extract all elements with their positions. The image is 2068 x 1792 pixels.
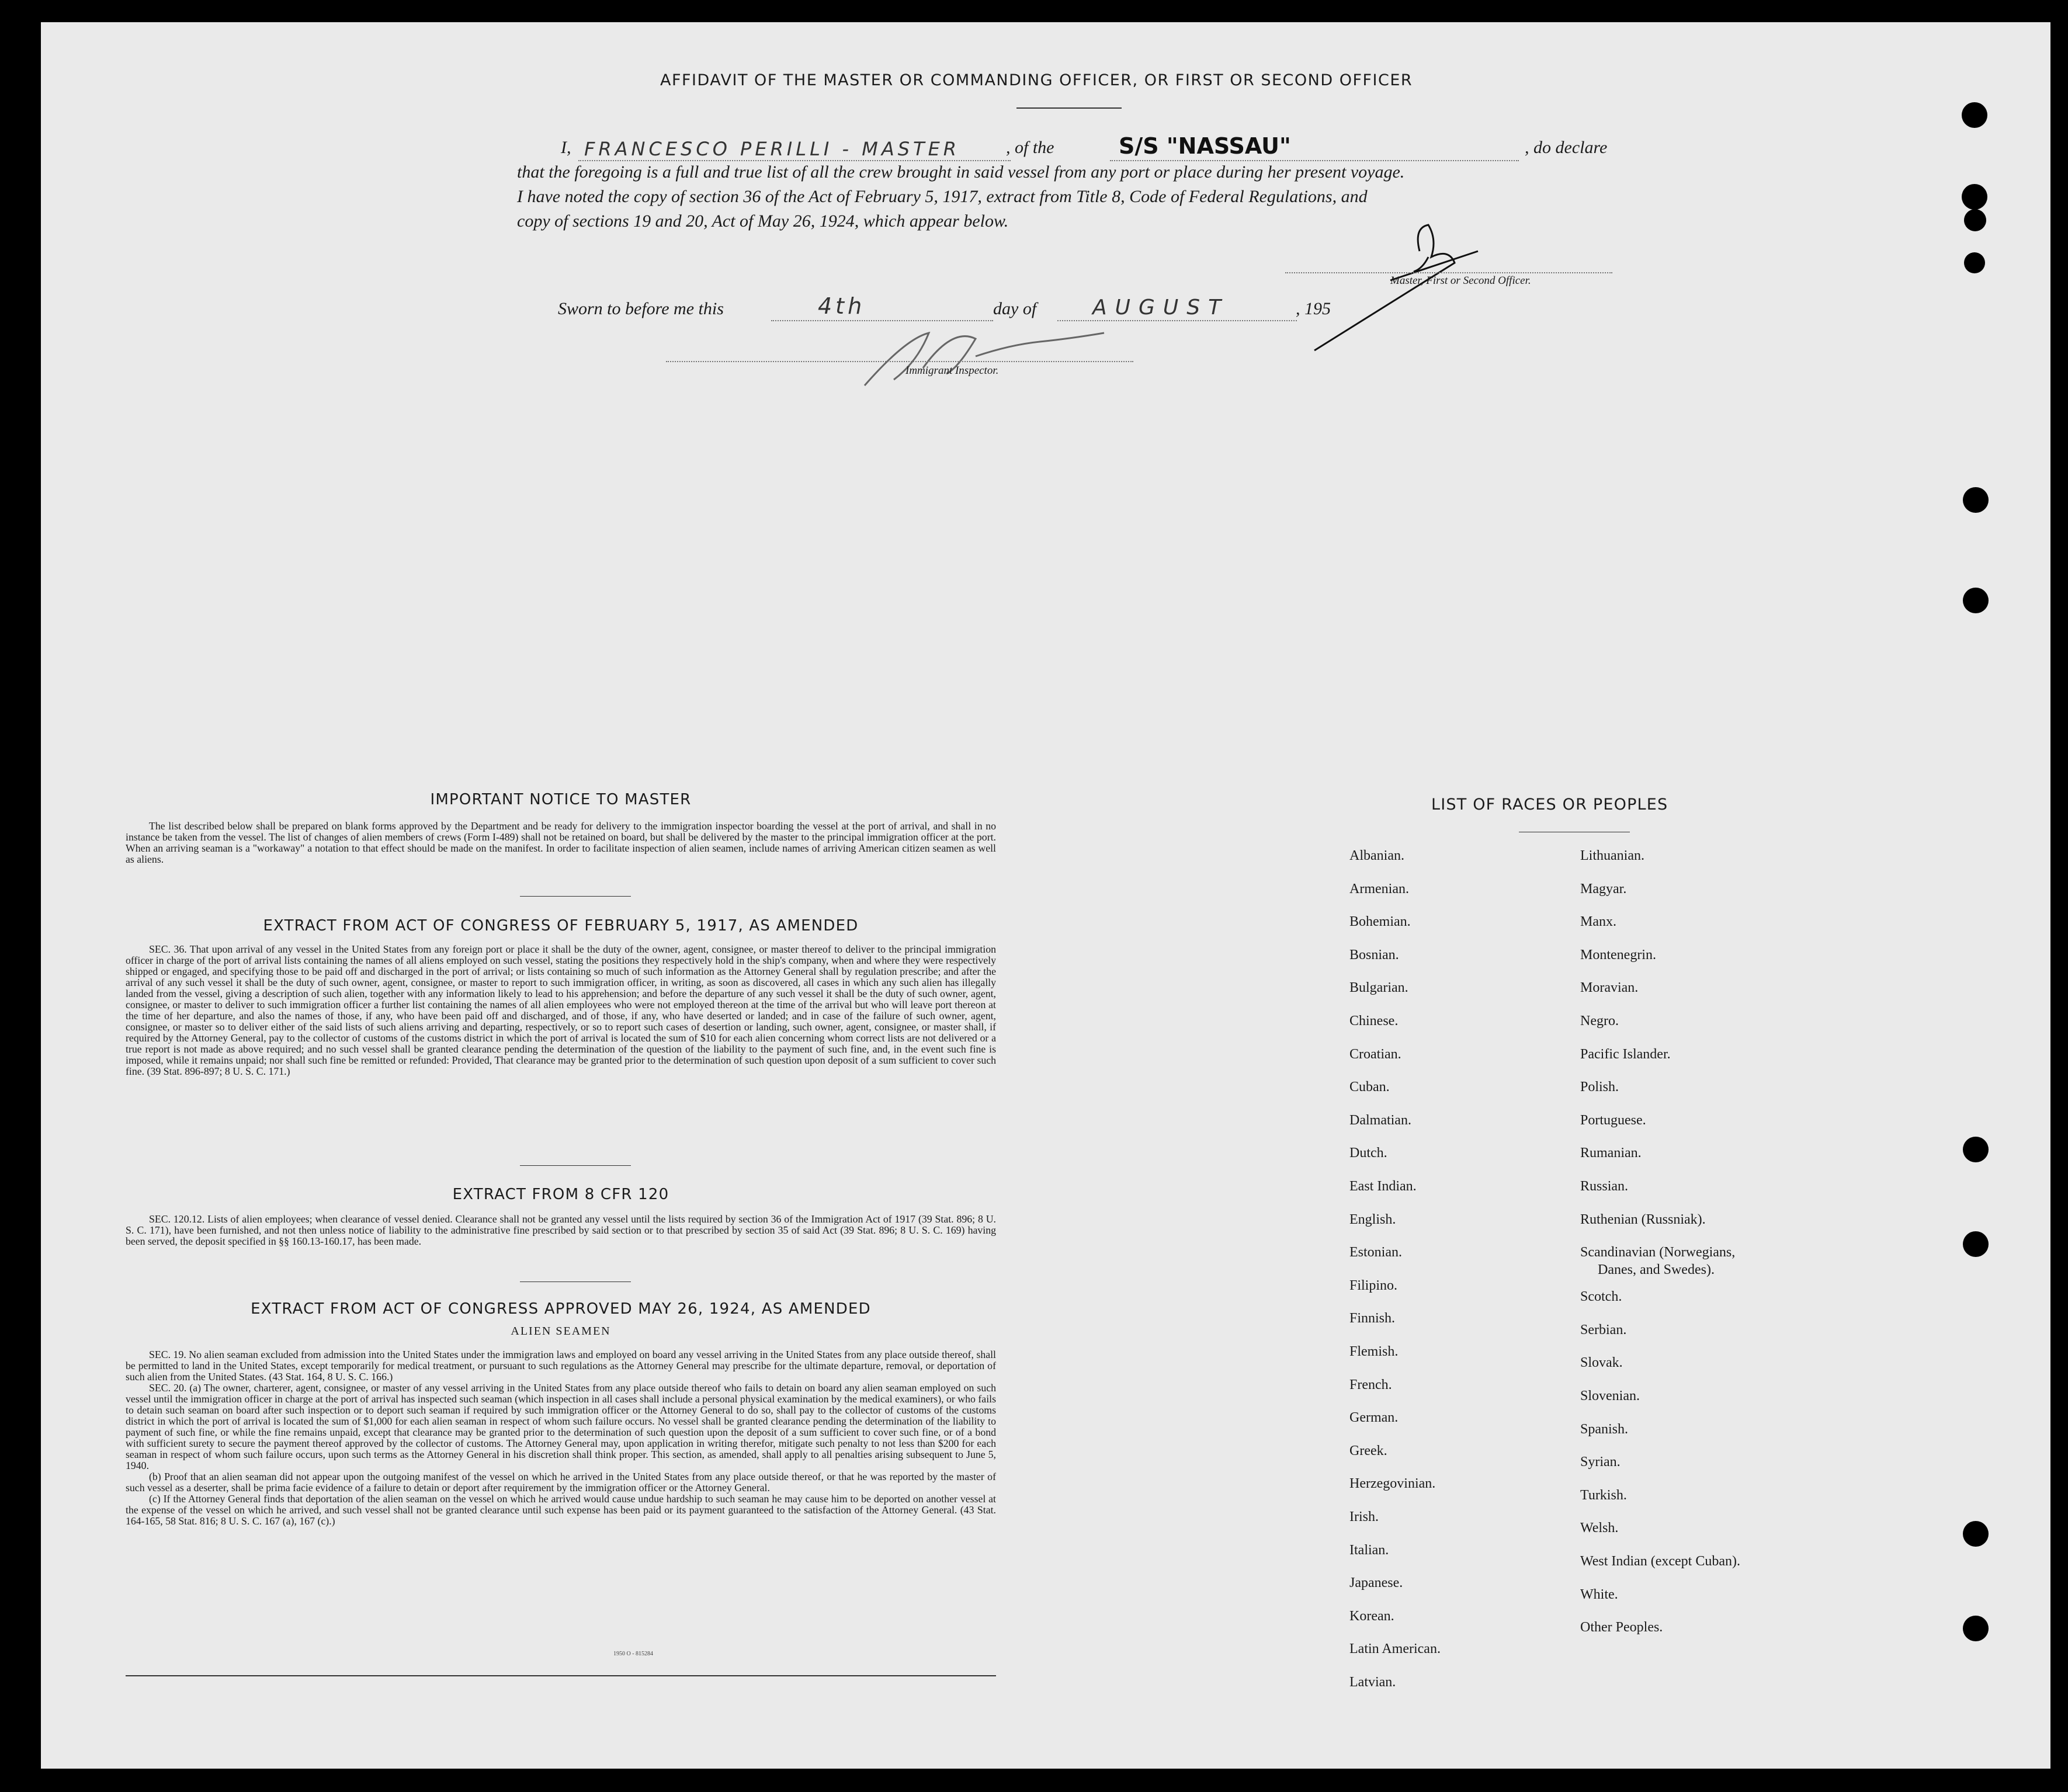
affidavit-line-3: I have noted the copy of section 36 of the Act of February 5, 1917, extract from Title 8, Code of Federal Regulations, and xyxy=(517,187,1368,206)
section-36-paragraph: SEC. 36. That upon arrival of any vessel in the United States from any foreign port or place it shall be the duty of the owner, agent, consignee, or master thereof to deliver to the principal immigration officer in charge of the port of arrival lists containing the names of all aliens employed on such vessel, stating the positions they respectively hold in the ship's company, when and where they were respectively shipped or engaged, and specifying those to be paid off and discharged in the port of arrival; or lists containing so much of such information as the Attorney General shall by regulation prescribe; and after the arrival of any such vessel it shall be the duty of such owner, agent, consignee, or master to report to such immigration officer, in writing, as soon as discovered, all cases in which any such alien has illegally landed from the vessel, giving a description of such alien, together with any information likely to lead to his apprehension; and before the departure of any such vessel it shall be the duty of such owner, agent, consignee, or master to deliver to such immigration officer a further list containing the names of all alien employees who were not employed thereon at the time of the arrival but who will leave port thereon at the time of her departure, and also the names of those, if any, who have been paid off and discharged, and of those, if any, who have deserted or landed; and in case of the failure of such owner, agent, consignee, or master so to deliver either of the said lists of such aliens arriving and departing, respectively, or so to report such cases of desertion or landing, such owner, agent, consignee, or master shall, if required by the Attorney General, pay to the collector of customs of the customs district in which the port of arrival is located the sum of $10 for each alien concerning whom correct lists are not delivered or a true report is not made as above required; and no such vessel shall be granted clearance pending the determination of the question of the liability to the payment of such fine, and, in the event such fine is imposed, while it remains unpaid; nor shall such fine be remitted or refunded: Provided, That clearance may be granted prior to the determination of such question upon deposit of a sum sufficient to cover such fine. (39 Stat. 896-897; 8 U. S. C. 171.) xyxy=(126,943,996,1077)
sworn-prefix: Sworn to before me this xyxy=(558,299,724,318)
extract-1917-text xyxy=(126,944,996,1077)
race-item: German. xyxy=(1349,1410,1399,1426)
section-20b-paragraph: (b) Proof that an alien seaman did not appear upon the outgoing manifest of the vessel on which he arrived in the United States from any place outside thereof, or that he was reported by the master of such vessel as a deserter, shall be prima facie evidence of a failure to detain or deport after requirement by the immigration officer or the Attorney General. xyxy=(126,1471,996,1494)
punch-hole xyxy=(1963,588,1989,613)
extract-cfr-heading: EXTRACT FROM 8 CFR 120 xyxy=(452,1186,669,1203)
divider xyxy=(520,896,631,897)
race-item: Greek. xyxy=(1349,1443,1387,1458)
races-heading: LIST OF RACES OR PEOPLES xyxy=(1431,796,1668,814)
race-item: Slovenian. xyxy=(1580,1388,1640,1404)
declarant-name: FRANCESCO PERILLI - MASTER xyxy=(584,138,960,160)
print-code: 1950 O - 815284 xyxy=(613,1651,654,1657)
affidavit-line-1 xyxy=(561,138,571,158)
extract-1917-heading: EXTRACT FROM ACT OF CONGRESS OF FEBRUARY 5, 1917, AS AMENDED xyxy=(263,917,859,935)
punch-hole xyxy=(1963,487,1989,513)
notice-heading: IMPORTANT NOTICE TO MASTER xyxy=(430,791,692,808)
race-item: Welsh. xyxy=(1580,1520,1619,1536)
race-item: Russian. xyxy=(1580,1179,1629,1194)
signature-line xyxy=(1285,272,1612,273)
section-20a-paragraph: SEC. 20. (a) The owner, charterer, agent, consignee, or master of any vessel arriving in the United States from any place outside thereof who fails to detain on board any alien seaman employed on such vessel until the immigration officer in charge at the port of arrival has inspected such seaman (which inspection in all cases shall include a personal physical examination by the medical examiners), or who fails to detain such seaman on board after such inspection or to deport such seaman if required by such immigration officer or the Attorney General to do so, shall pay to the collector of customs of the customs district in which the port of arrival is located the sum of $1,000 for each alien seaman in respect of whom such failure occurs. No vessel shall be granted clearance pending the determination of the liability to payment of such fine, or while the fine remains unpaid, except that clearance may be granted prior to the determination of such question upon the deposit of a sum sufficient to cover such fine, or of a bond with sufficient surety to secure the payment thereof approved by the collector of customs. The Attorney General may, upon application in writing therefor, mitigate such penalty to not less than $200 for each seaman in respect of whom such failure occurs, upon such terms as the Attorney General in his discretion shall think proper. This section, as amended, shall apply to all penalties arising subsequent to June 5, 1940. xyxy=(126,1382,996,1471)
race-item: Japanese. xyxy=(1349,1575,1403,1591)
race-item: Polish. xyxy=(1580,1079,1619,1095)
sworn-month: AUGUST xyxy=(1092,296,1230,319)
fill-line xyxy=(1110,160,1519,161)
race-item: Manx. xyxy=(1580,914,1616,930)
affidavit-line-2: that the foregoing is a full and true list of all the crew brought in said vessel from any port or place during her present voyage. xyxy=(517,162,1405,182)
race-item: White. xyxy=(1580,1586,1618,1602)
punch-hole xyxy=(1963,1231,1989,1257)
race-item: East Indian. xyxy=(1349,1179,1417,1194)
race-item: Syrian. xyxy=(1580,1454,1621,1470)
extract-1924-heading: EXTRACT FROM ACT OF CONGRESS APPROVED MAY 26, 1924, AS AMENDED xyxy=(251,1300,871,1318)
race-item: Moravian. xyxy=(1580,980,1639,996)
race-item: Serbian. xyxy=(1580,1322,1627,1338)
race-item: Chinese. xyxy=(1349,1013,1399,1029)
punch-hole xyxy=(1963,1137,1989,1162)
affidavit-line-4: copy of sections 19 and 20, Act of May 26, 1924, which appear below. xyxy=(517,211,1009,231)
race-item: Portuguese. xyxy=(1580,1112,1646,1128)
race-item: Turkish. xyxy=(1580,1487,1627,1503)
race-item: Spanish. xyxy=(1580,1421,1629,1437)
divider xyxy=(1016,107,1122,109)
section-19-paragraph: SEC. 19. No alien seaman excluded from admission into the United States under the immigration laws and employed on board any vessel arriving in the United States from any place outside thereof, shall be permitted to land in the United States, except temporarily for medical treatment, or pursuant to such regulations as the Attorney General may prescribe for the ultimate departure, removal, or deportation of such alien from the United States. (43 Stat. 164, 8 U. S. C. 166.) xyxy=(126,1349,996,1383)
race-item: Italian. xyxy=(1349,1542,1389,1558)
race-item: Herzegovinian. xyxy=(1349,1476,1436,1492)
master-caption: Master, First or Second Officer. xyxy=(1390,275,1531,287)
do-declare-label: , do declare xyxy=(1525,138,1608,157)
race-item: Rumanian. xyxy=(1580,1145,1642,1161)
race-item: Croatian. xyxy=(1349,1046,1401,1062)
notice-paragraph: The list described below shall be prepared on blank forms approved by the Department and be ready for delivery to the immigration inspector boarding the vessel at the port of arrival, and shall in no instance be taken from the vessel. The list of changes of alien members of crews (Form I-489) shall not be retained on board, but shall be delivered by the master to the principal immigration officer at the port. When an arriving seaman is a "workaway" a notation to that effect should be made on the manifest. In order to facilitate inspection of alien seamen, include names of arriving American citizen seamen as well as aliens. xyxy=(126,820,996,865)
race-item: Dalmatian. xyxy=(1349,1112,1411,1128)
race-item: Estonian. xyxy=(1349,1245,1402,1260)
extract-1924-text xyxy=(126,1349,996,1527)
race-item: Filipino. xyxy=(1349,1277,1398,1293)
race-item: Dutch. xyxy=(1349,1145,1387,1161)
inspector-caption: Immigrant Inspector. xyxy=(905,364,999,377)
punch-hole xyxy=(1962,184,1987,210)
race-item: Scotch. xyxy=(1580,1289,1622,1305)
notice-text xyxy=(126,821,996,865)
punch-hole xyxy=(1963,1616,1989,1641)
race-item: Armenian. xyxy=(1349,881,1409,897)
punch-hole xyxy=(1964,209,1986,231)
day-of-label: day of xyxy=(993,299,1037,318)
race-item: Pacific Islander. xyxy=(1580,1046,1671,1062)
punch-hole xyxy=(1964,252,1985,273)
race-item: Bosnian. xyxy=(1349,947,1399,963)
declaration-prefix: I, xyxy=(561,138,571,157)
vessel-name: S/S "NASSAU" xyxy=(1119,133,1291,159)
year-prefix: , 195 xyxy=(1296,299,1331,318)
race-item: Magyar. xyxy=(1580,881,1627,897)
race-item: Ruthenian (Russniak). xyxy=(1580,1211,1706,1227)
race-item: Albanian. xyxy=(1349,848,1404,863)
race-item: Latvian. xyxy=(1349,1675,1396,1690)
race-item: Other Peoples. xyxy=(1580,1620,1663,1635)
fill-line xyxy=(578,160,1011,161)
race-item: Scandinavian (Norwegians, xyxy=(1580,1245,1736,1260)
punch-hole xyxy=(1963,1521,1989,1547)
race-item: Bohemian. xyxy=(1349,914,1411,930)
race-item: Negro. xyxy=(1580,1013,1619,1029)
affidavit-title: AFFIDAVIT OF THE MASTER OR COMMANDING OFFICER, OR FIRST OR SECOND OFFICER xyxy=(660,71,1413,89)
race-item: Danes, and Swedes). xyxy=(1598,1262,1715,1278)
of-the-label: , of the xyxy=(1006,138,1054,157)
inspector-line xyxy=(666,361,1133,362)
race-item: Cuban. xyxy=(1349,1079,1390,1095)
divider xyxy=(520,1165,631,1166)
race-item: English. xyxy=(1349,1211,1396,1227)
race-item: Irish. xyxy=(1349,1509,1379,1524)
inspector-signature xyxy=(859,315,1151,391)
race-item: Flemish. xyxy=(1349,1344,1399,1359)
race-item: French. xyxy=(1349,1377,1392,1392)
race-item: Korean. xyxy=(1349,1608,1394,1624)
alien-seamen-subheading: ALIEN SEAMEN xyxy=(511,1325,611,1338)
bottom-rule xyxy=(126,1675,996,1676)
race-item: Bulgarian. xyxy=(1349,980,1408,996)
sworn-day: 4th xyxy=(818,293,866,319)
race-item: Slovak. xyxy=(1580,1355,1623,1371)
punch-hole xyxy=(1962,102,1987,128)
race-item: Finnish. xyxy=(1349,1311,1396,1326)
race-item: West Indian (except Cuban). xyxy=(1580,1554,1740,1569)
section-20c-paragraph: (c) If the Attorney General finds that deportation of the alien seaman on the vessel on which he arrived would cause undue hardship to such seaman he may cause him to be deported on another vessel at the expense of the vessel on which he arrived, and such vessel shall not be granted clearance until such expense has been paid or its payment guaranteed to the satisfaction of the Attorney General. (43 Stat. 164-165, 58 Stat. 816; 8 U. S. C. 167 (a), 167 (c).) xyxy=(126,1493,996,1527)
race-item: Montenegrin. xyxy=(1580,947,1656,963)
race-item: Lithuanian. xyxy=(1580,848,1644,863)
section-120-paragraph: SEC. 120.12. Lists of alien employees; when clearance of vessel denied. Clearance shall not be granted any vessel until the lists required by section 36 of the Immigration Act of 1917 (39 Stat. 896; 8 U. S. C. 171), have been furnished, and not then unless notice of liability to the administrative fine prescribed by said section or to that prescribed by section 35 of said Act (39 Stat. 896; 8 U. S. C. 169) having been served, the deposit specified in §§ 160.13-160.17, has been made. xyxy=(126,1213,996,1247)
extract-cfr-text xyxy=(126,1214,996,1247)
race-item: Latin American. xyxy=(1349,1641,1441,1657)
